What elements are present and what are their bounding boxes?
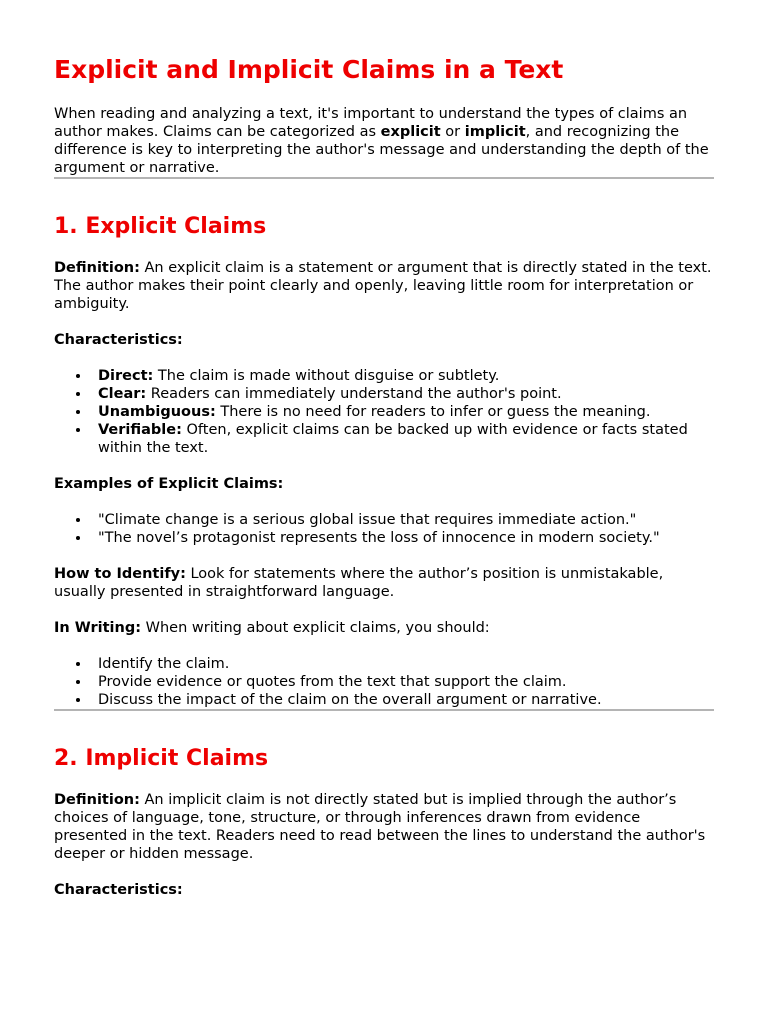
explicit-claims-heading: 1. Explicit Claims: [54, 214, 267, 239]
list-item: [98, 367, 714, 385]
intro-paragraph: [54, 105, 714, 177]
list-item: Discuss the impact of the claim on the overall argument or narrative.: [98, 691, 714, 709]
characteristic-label: Direct:: [98, 368, 154, 384]
characteristic-label: Clear:: [98, 386, 147, 402]
characteristic-text: Readers can immediately understand the author's point.: [146, 386, 562, 402]
characteristic-text: There is no need for readers to infer or guess the meaning.: [215, 404, 651, 420]
in-writing-text: When writing about explicit claims, you should:: [141, 620, 490, 636]
in-writing-steps-list: [54, 655, 714, 709]
list-item: [98, 403, 714, 421]
list-item: [98, 421, 714, 457]
explicit-characteristics-list: [54, 367, 714, 457]
in-writing-label: In Writing:: [54, 620, 142, 636]
list-item: Identify the claim.: [98, 655, 714, 673]
explicit-examples-label: [54, 475, 714, 493]
explicit-definition-label: Definition:: [54, 260, 140, 276]
how-to-identify-text: Look for statements where the author’s position is unmistakable, usually presented in straightforward language.: [54, 566, 664, 600]
list-item: "Climate change is a serious global issue that requires immediate action.": [98, 511, 714, 529]
explicit-definition-text: An explicit claim is a statement or argument that is directly stated in the text. The author makes their point clearly and openly, leaving little room for interpretation or ambiguity.: [54, 260, 712, 312]
list-item: Provide evidence or quotes from the text that support the claim.: [98, 673, 714, 691]
explicit-characteristics-label: [54, 331, 714, 349]
explicit-characteristics-label-text: Characteristics:: [54, 332, 183, 348]
list-item: "The novel’s protagonist represents the loss of innocence in modern society.": [98, 529, 714, 547]
explicit-definition: [54, 259, 714, 313]
intro-text-start: When reading and analyzing a text, it's important to understand the types of claims an author makes. Claims can be categorized as: [54, 106, 688, 140]
intro-or: or: [440, 124, 465, 140]
characteristic-text: The claim is made without disguise or subtlety.: [153, 368, 500, 384]
implicit-claims-heading: 2. Implicit Claims: [54, 746, 269, 771]
document-title: Explicit and Implicit Claims in a Text: [54, 55, 564, 84]
implicit-definition-text: An implicit claim is not directly stated but is implied through the author’s choices of language, tone, structure, or through inferences drawn from evidence presented in the text. Readers need to read between the lines to understand the author's deeper or hidden message.: [54, 792, 706, 862]
explicit-examples-list: [54, 511, 714, 547]
intro-explicit-term: explicit: [380, 124, 441, 140]
document-page: [54, 0, 714, 899]
section-divider: [54, 177, 714, 179]
characteristic-label: Verifiable:: [98, 422, 182, 438]
section-divider: [54, 709, 714, 711]
how-to-identify-label: How to Identify:: [54, 566, 186, 582]
in-writing: [54, 619, 714, 637]
implicit-characteristics-label-text: Characteristics:: [54, 882, 183, 898]
how-to-identify: [54, 565, 714, 601]
characteristic-text: Often, explicit claims can be backed up with evidence or facts stated within the text.: [98, 422, 688, 456]
list-item: [98, 385, 714, 403]
explicit-examples-label-text: Examples of Explicit Claims:: [54, 476, 284, 492]
implicit-definition-label: Definition:: [54, 792, 140, 808]
characteristic-label: Unambiguous:: [98, 404, 216, 420]
intro-text-end: , and recognizing the difference is key to interpreting the author's message and understanding the depth of the argument or narrative.: [54, 124, 709, 176]
implicit-characteristics-label: [54, 881, 714, 899]
implicit-definition: [54, 791, 714, 863]
intro-implicit-term: implicit: [464, 124, 526, 140]
